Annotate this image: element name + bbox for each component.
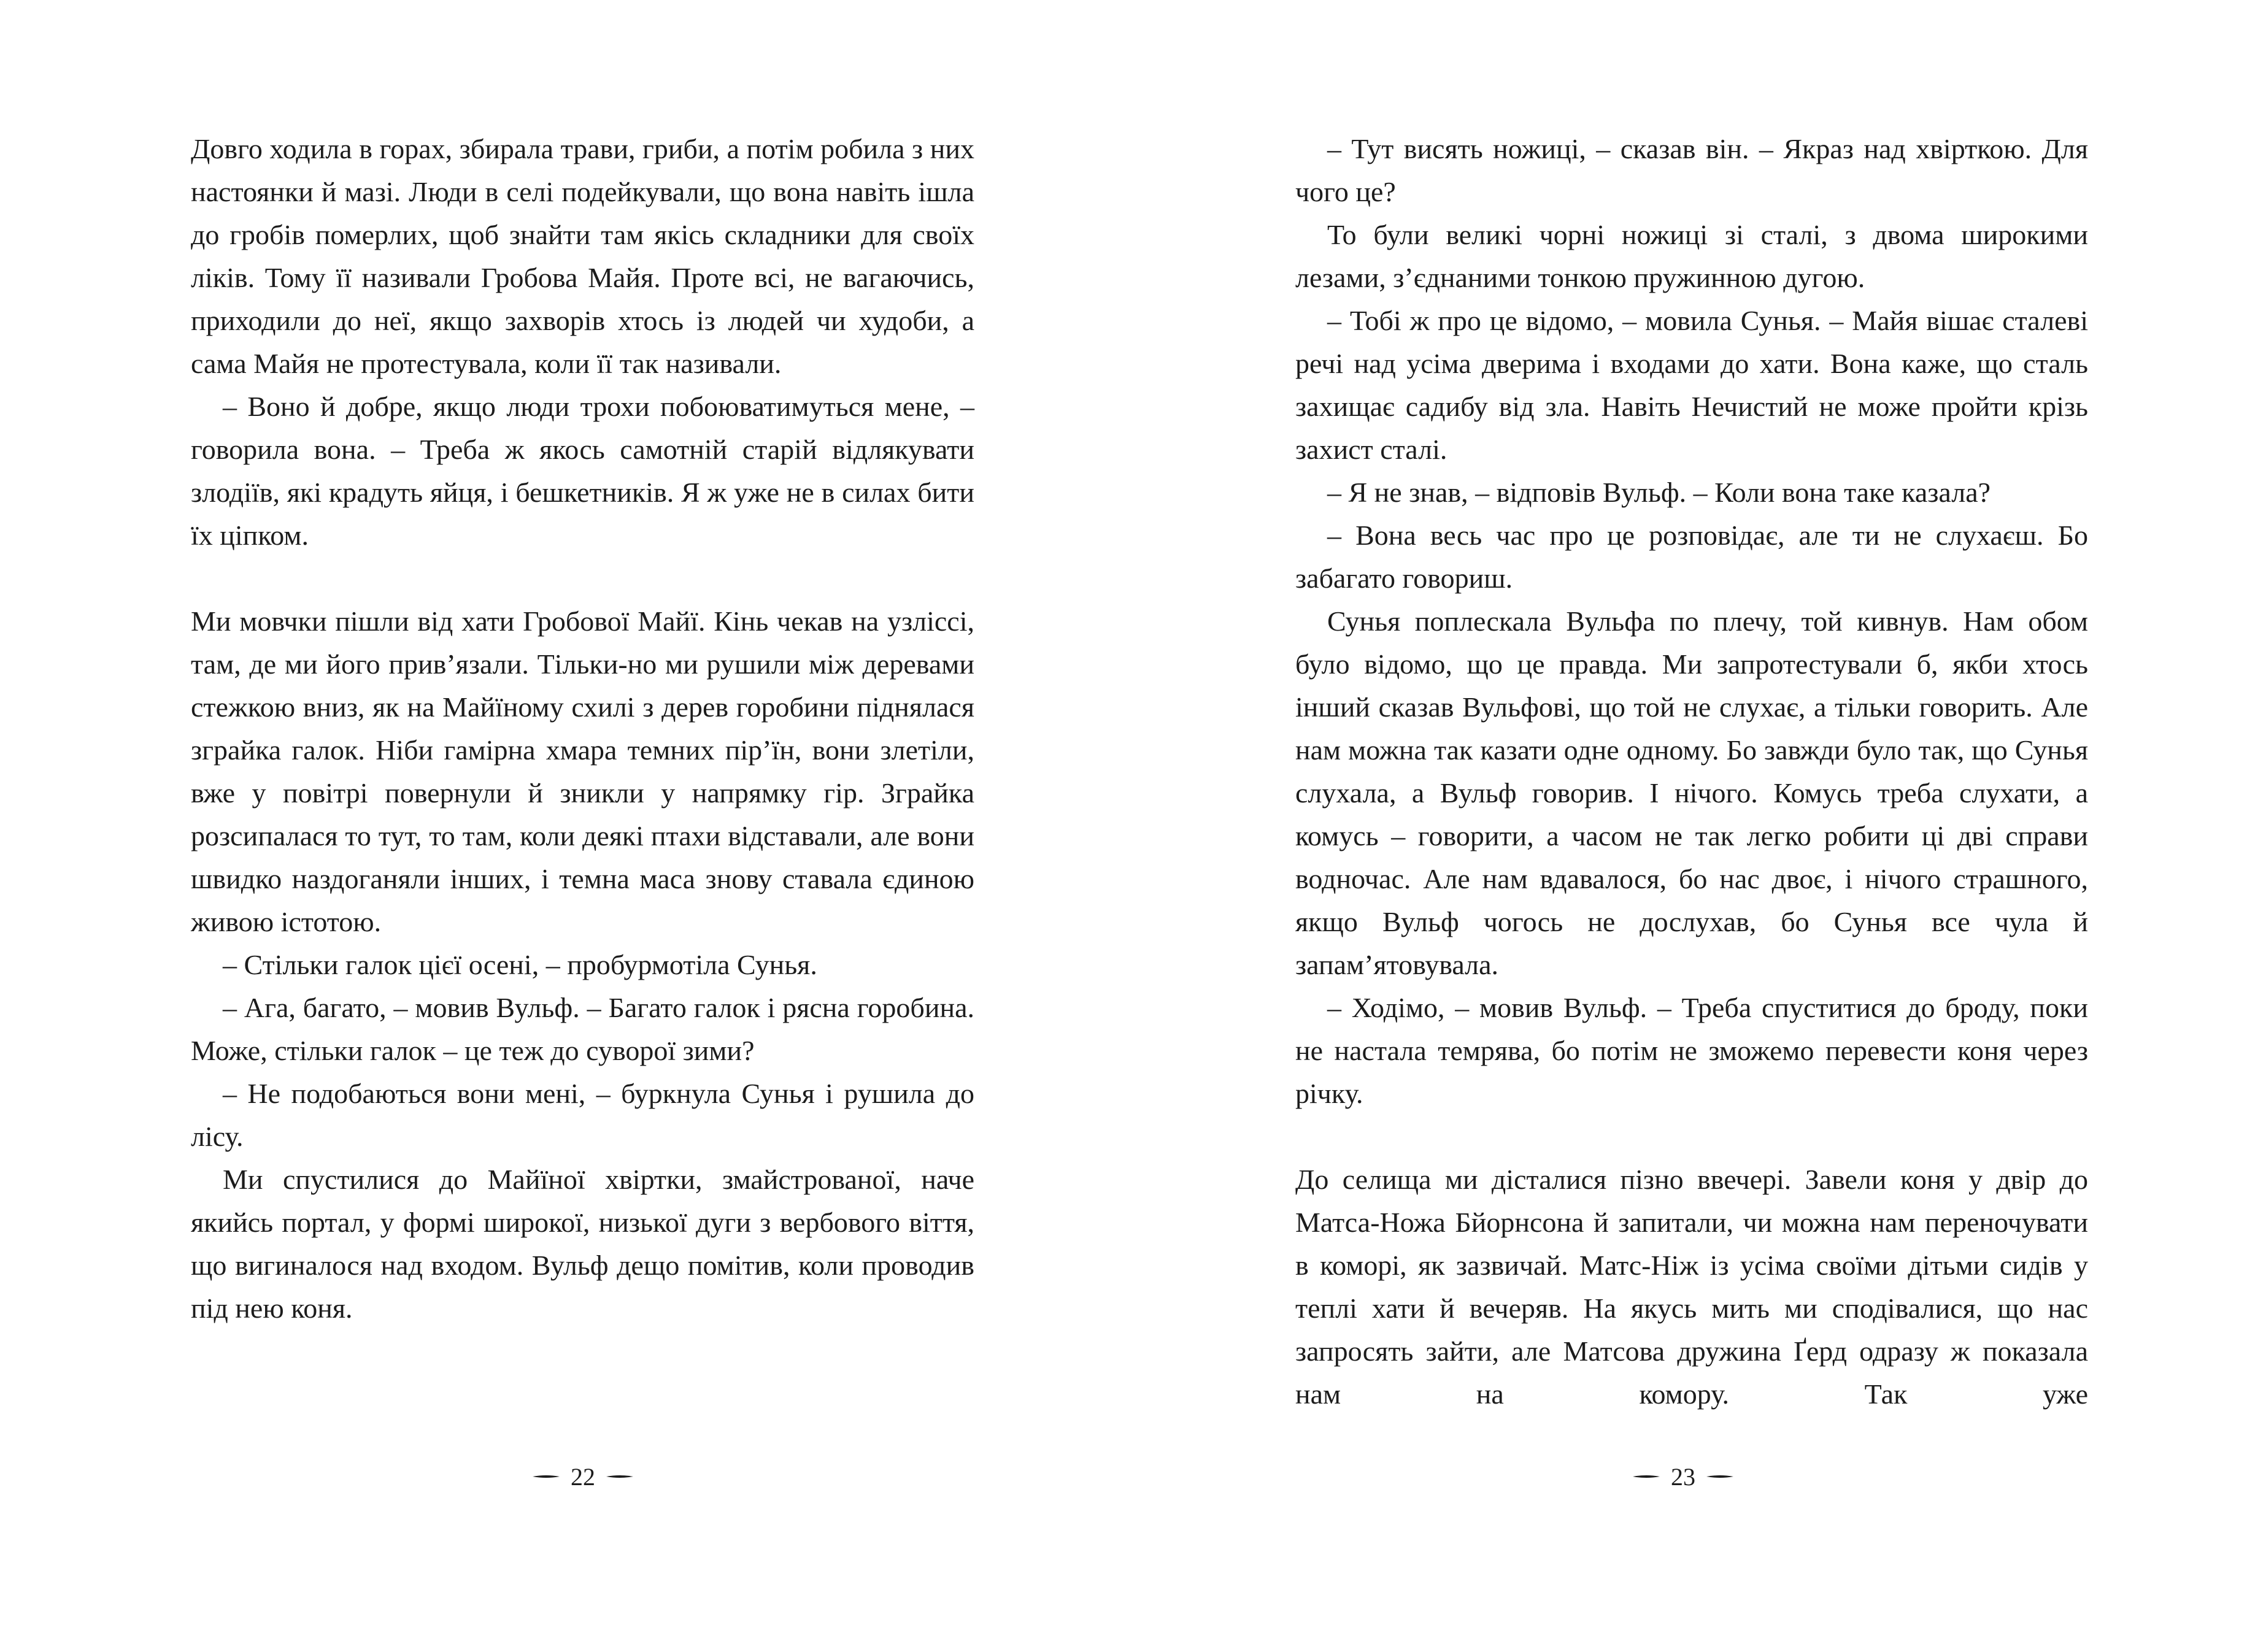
paragraph: – Стільки галок цієї осені, – пробурмотіла Сунья. (223, 949, 817, 980)
paragraph: – Тобі ж про це відомо, – мовила Сунья. – Майя вішає сталеві речі над усіма дверима і входами до хати. Вона каже, що сталь захищає садибу від зла. Навіть Нечистий не може пройти крізь захист сталі. (1295, 305, 2088, 465)
right-page (1124, 0, 2247, 1652)
paragraph: – Вона весь час про це розповідає, але ти не слухаєш. Бо забагато говориш. (1295, 520, 2088, 594)
paragraph: Ми спустилися до Майїної хвіртки, змайстрованої, наче якийсь портал, у формі широкої, низької дуги з вербового віття, що вигиналося над входом. Вульф дещо помітив, коли проводив під нею коня. (191, 1164, 974, 1324)
page-number-text: 23 (1671, 1462, 1695, 1491)
page-number (1633, 1461, 1733, 1492)
paragraph: – Тут висять ножиці, – сказав він. – Якраз над хвірткою. Для чого це? (1295, 133, 2088, 207)
page-number-text: 22 (571, 1462, 595, 1491)
paragraph: То були великі чорні ножиці зі сталі, з двома широкими лезами, з’єднаними тонкою пружинною дугою. (1295, 219, 2088, 293)
page-number (533, 1461, 633, 1492)
paragraph: – Ага, багато, – мовив Вульф. – Багато галок і рясна горобина. Може, стільки галок – це теж до суворої зими? (191, 992, 974, 1066)
paragraph: Довго ходила в горах, збирала трави, гриби, а потім робила з них настоянки й мазі. Люди в селі подейкували, що вона навіть ішла до гробів померлих, щоб знайти там якісь складники для своїх ліків. Тому її називали Гробова Майя. Проте всі, не вагаючись, приходили до неї, якщо захворів хтось із людей чи худоби, а сама Майя не протестувала, коли її так називали. (191, 133, 974, 379)
paragraph: До селища ми дісталися пізно ввечері. Завели коня у двір до Матса-Ножа Бйорнсона й запитали, чи можна нам переночувати в коморі, як зазвичай. Матс-Ніж із усіма своїми дітьми сидів у теплі хати й вечеряв. На якусь мить ми сподівалися, що нас запросять зайти, але Матсова дружина Ґерд одразу ж показала нам на комору. Так уже (1295, 1164, 2088, 1410)
right-page-text (1295, 128, 2088, 1416)
folio-ornament-left (533, 1473, 560, 1480)
left-page-text (191, 128, 974, 1330)
folio-ornament-left (1633, 1473, 1660, 1480)
folio-ornament-right (1706, 1473, 1733, 1480)
paragraph: – Ходімо, – мовив Вульф. – Треба спуститися до броду, поки не настала темрява, бо потім не зможемо перевести коня через річку. (1295, 992, 2088, 1109)
paragraph: Ми мовчки пішли від хати Гробової Майї. Кінь чекав на узліссі, там, де ми його прив’язали. Тільки-но ми рушили між деревами стежкою вниз, як на Майїному схилі з дерев горобини піднялася зграйка галок. Ніби гамірна хмара темних пір’їн, вони злетіли, вже у повітрі повернули й зникли у напрямку гір. Зграйка розсипалася то тут, то там, коли деякі птахи відставали, але вони швидко наздоганяли інших, і темна маса знову ставала єдиною живою істотою. (191, 605, 974, 937)
folio-ornament-right (606, 1473, 633, 1480)
paragraph: – Я не знав, – відповів Вульф. – Коли вона таке казала? (1327, 477, 1991, 508)
paragraph: – Воно й добре, якщо люди трохи побоюватимуться мене, – говорила вона. – Треба ж якось самотній старій відлякувати злодіїв, які крадуть яйця, і бешкетників. Я ж уже не в силах бити їх ціпком. (191, 391, 974, 551)
paragraph: Сунья поплескала Вульфа по плечу, той кивнув. Нам обом було відомо, що це правда. Ми запротестували б, якби хтось інший сказав Вульфові, що той не слухає, а тільки говорить. Але нам можна так казати одне одному. Бо завжди було так, що Сунья слухала, а Вульф говорив. І нічого. Комусь треба слухати, а комусь – говорити, а часом не так легко робити ці дві справи водночас. Але нам вдавалося, бо нас двоє, і нічого страшного, якщо Вульф чогось не дослухав, бо Сунья все чула й запам’ятовувала. (1295, 605, 2088, 980)
paragraph: – Не подобаються вони мені, – буркнула Сунья і рушила до лісу. (191, 1078, 974, 1152)
